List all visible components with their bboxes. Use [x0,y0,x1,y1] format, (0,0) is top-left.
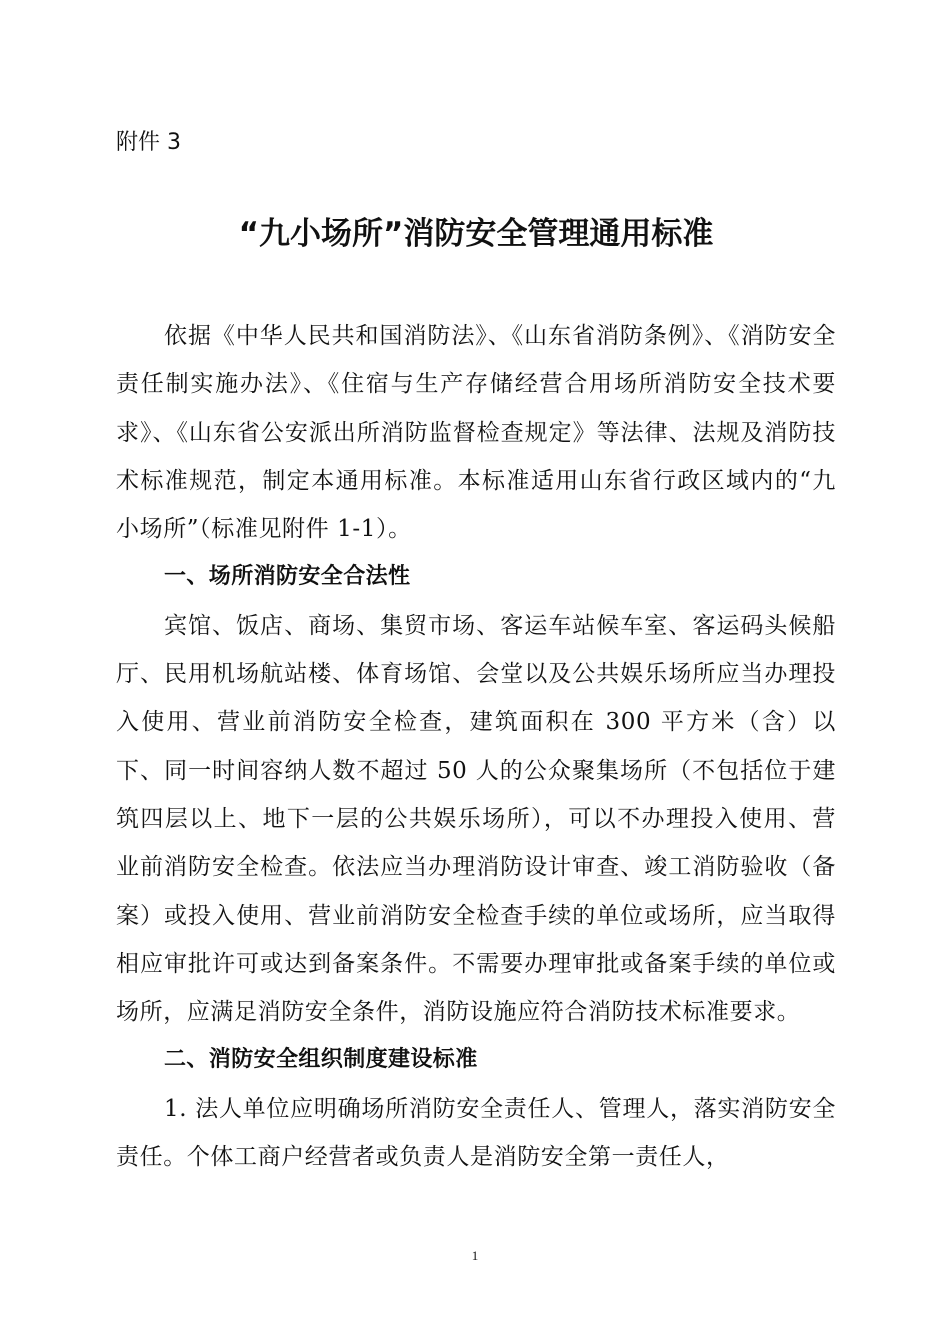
intro-paragraph: 依据《中华人民共和国消防法》、《山东省消防条例》、《消防安全责任制实施办法》、《住宿与生产存储经营合用场所消防安全技术要求》、《山东省公安派出所消防监督检查规定》等法律、法规及消防技术标准规范，制定本通用标准。本标准适用山东省行政区域内的“九小场所”（标准见附件 1-1）。 [116,323,836,543]
attachment-label: 附件 3 [116,130,181,155]
page-number: 1 [471,1248,479,1263]
organization-paragraph: 1. 法人单位应明确场所消防安全责任人、管理人，落实消防安全责任。个体工商户经营者或负责人是消防安全第一责任人， [116,1095,836,1171]
document-title: “九小场所”消防安全管理通用标准 [238,216,714,252]
document-body [116,312,836,1181]
legality-paragraph: 宾馆、饭店、商场、集贸市场、客运车站候车室、客运码头候船厅、民用机场航站楼、体育场馆、会堂以及公共娱乐场所应当办理投入使用、营业前消防安全检查，建筑面积在 300 平方米（含）以下、同一时间容纳人数不超过 50 人的公众聚集场所（不包括位于建筑四层以上、地下一层的公共娱乐场所），可以不办理投入使用、营业前消防安全检查。依法应当办理消防设计审查、竣工消防验收（备案）或投入使用、营业前消防安全检查手续的单位或场所，应当取得相应审批许可或达到备案条件。不需要办理审批或备案手续的单位或场所，应满足消防安全条件，消防设施应符合消防技术标准要求。 [116,612,836,1026]
section-heading-organization: 二、消防安全组织制度建设标准 [164,1047,478,1073]
section-heading-legality: 一、场所消防安全合法性 [164,564,411,590]
